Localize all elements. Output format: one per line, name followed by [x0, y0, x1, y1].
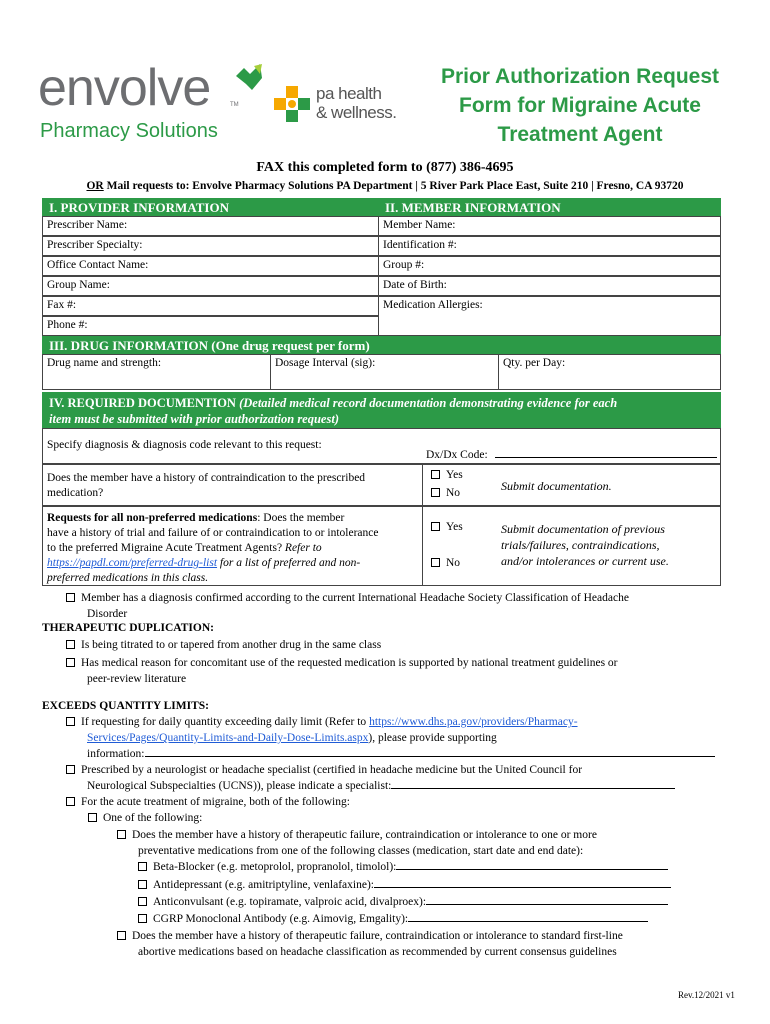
ql2-text-b: Neurological Subspecialties (UCNS)), please indicate a specialist: [87, 780, 392, 792]
section-documentation-header [42, 392, 721, 428]
envolve-wordmark: envolve [38, 59, 211, 117]
ql1-checkbox[interactable] [66, 717, 75, 726]
q2-action-text [501, 521, 669, 569]
q1-no-option[interactable] [431, 487, 460, 499]
phone-field[interactable]: Phone #: [42, 316, 379, 336]
medication-allergies-field[interactable]: Medication Allergies: [378, 296, 721, 336]
therapeutic-2-checkbox[interactable] [66, 658, 75, 667]
anticonvulsant-checkbox[interactable] [138, 897, 147, 906]
cgrp-checkbox[interactable] [138, 914, 147, 923]
group-number-field[interactable]: Group #: [378, 256, 721, 276]
exceeds-quantity-heading: EXCEEDS QUANTITY LIMITS: [42, 700, 209, 712]
fax-field[interactable]: Fax #: [42, 296, 379, 316]
envolve-logo [38, 59, 268, 152]
title-line-2: Form for Migraine Acute [459, 94, 701, 117]
ql1-text-c: information: [87, 748, 145, 760]
documentation-subtitle-1: (Detailed medical record documentation demonstrating evidence for each [235, 396, 618, 410]
preventative-history-item [117, 827, 721, 859]
antidepressant-checkbox[interactable] [138, 880, 147, 889]
office-contact-field[interactable]: Office Contact Name: [42, 256, 379, 276]
q1-action-text: Submit documentation. [501, 479, 612, 493]
q2-action-line-3: and/or intolerances or current use. [501, 554, 669, 568]
beta-blocker-input[interactable] [396, 860, 668, 870]
therapeutic-2-line-1: Has medical reason for concomitant use of the requested medication is supported by national treatment guidelines or [81, 657, 618, 669]
abortive-history-item [117, 928, 721, 960]
qty-per-day-field[interactable]: Qty. per Day: [498, 354, 721, 390]
beta-blocker-text: Beta-Blocker (e.g. metoprolol, propranolol, timolol): [153, 861, 397, 873]
cgrp-item [138, 911, 648, 927]
one-of-text: One of the following: [103, 812, 203, 824]
therapeutic-1-text: Is being titrated to or tapered from another drug in the same class [81, 639, 382, 651]
cgrp-text: CGRP Monoclonal Antibody (e.g. Aimovig, Emgality): [153, 913, 409, 925]
diagnosis-checkbox[interactable] [66, 593, 75, 602]
dx-code-label: Dx/Dx Code: [426, 449, 488, 461]
prescriber-specialty-field[interactable]: Prescriber Specialty: [42, 236, 379, 256]
q2-bold-text: Requests for all non-preferred medications [47, 512, 258, 524]
date-of-birth-field[interactable]: Date of Birth: [378, 276, 721, 296]
q1-no-checkbox[interactable] [431, 488, 440, 497]
pa-health-cross-icon [274, 86, 310, 122]
section-member-header: II. MEMBER INFORMATION [378, 198, 721, 216]
abortive-checkbox[interactable] [117, 931, 126, 940]
ql3-text: For the acute treatment of migraine, both of the following: [81, 796, 350, 808]
preventative-line-2: preventative medications from one of the following classes (medication, start date and end date): [138, 845, 584, 857]
trademark-mark: TM [230, 102, 239, 108]
pa-health-text: pa health [316, 84, 382, 103]
antidepressant-input[interactable] [374, 878, 671, 888]
abortive-line-1: Does the member have a history of therapeutic failure, contraindication or intolerance to standard first-line [132, 930, 623, 942]
mail-instruction [0, 180, 770, 192]
quantity-limits-link-b[interactable]: Services/Pages/Quantity-Limits-and-Daily-Dose-Limits.aspx [87, 732, 369, 744]
yes-label: Yes [446, 469, 463, 481]
documentation-subtitle-2: item must be submitted with prior authorization request) [49, 412, 339, 426]
antidepressant-item [138, 877, 671, 893]
anticonvulsant-text: Anticonvulsant (e.g. topiramate, valproic acid, divalproex): [153, 896, 427, 908]
prescriber-name-field[interactable]: Prescriber Name: [42, 216, 379, 236]
ql2-checkbox[interactable] [66, 765, 75, 774]
no-label: No [446, 487, 461, 499]
q1-line-1: Does the member have a history of contraindication to the prescribed [47, 472, 366, 484]
anticonvulsant-item [138, 894, 668, 910]
diagnosis-line-2: Disorder [87, 608, 128, 620]
title-line-1: Prior Authorization Request [440, 65, 720, 88]
identification-field[interactable]: Identification #: [378, 236, 721, 256]
diagnosis-line-1: Member has a diagnosis confirmed according to the current International Headache Society Classification of Headache [81, 592, 629, 604]
quantity-limit-item-3 [66, 794, 350, 810]
ql3-checkbox[interactable] [66, 797, 75, 806]
q2-no-option[interactable] [431, 557, 460, 569]
drug-name-field[interactable]: Drug name and strength: [42, 354, 271, 390]
antidepressant-text: Antidepressant (e.g. amitriptyline, venlafaxine): [153, 879, 374, 891]
revision-text: Rev.12/2021 v1 [678, 990, 735, 1000]
fax-instruction: FAX this completed form to (877) 386-4695 [256, 160, 514, 175]
ql2-text-a: Prescribed by a neurologist or headache specialist (certified in headache medicine but the United Council for [81, 764, 583, 776]
one-of-following [88, 810, 202, 826]
q2-action-line-1: Submit documentation of previous [501, 522, 665, 536]
preventative-line-1: Does the member have a history of therapeutic failure, contraindication or intolerance to one or more [132, 829, 597, 841]
quantity-limit-item-1 [66, 714, 721, 762]
therapeutic-item-1 [66, 637, 381, 653]
dosage-interval-field[interactable]: Dosage Interval (sig): [270, 354, 499, 390]
diagnosis-criteria [66, 590, 629, 622]
q1-line-2: medication? [47, 487, 104, 499]
therapeutic-1-checkbox[interactable] [66, 640, 75, 649]
therapeutic-2-line-2: peer-review literature [87, 673, 187, 685]
q2-line-4: for a list of preferred and non- [217, 557, 361, 569]
cgrp-input[interactable] [408, 912, 648, 922]
q1-yes-option[interactable] [431, 469, 463, 481]
specialist-input[interactable] [391, 779, 675, 789]
pharmacy-solutions-text: Pharmacy Solutions [40, 120, 218, 142]
page-header [0, 0, 770, 160]
section-provider-header: I. PROVIDER INFORMATION [42, 198, 378, 216]
quantity-limits-link-a[interactable]: https://www.dhs.pa.gov/providers/Pharmacy- [369, 716, 578, 728]
therapeutic-duplication-heading: THERAPEUTIC DUPLICATION: [42, 622, 214, 634]
contraindication-question [42, 464, 423, 506]
title-line-3: Treatment Agent [497, 123, 663, 146]
section-drug-header: III. DRUG INFORMATION (One drug request per form) [42, 336, 721, 354]
group-name-field[interactable]: Group Name: [42, 276, 379, 296]
member-name-field[interactable]: Member Name: [378, 216, 721, 236]
q2-line-5: preferred medications in this class. [47, 572, 209, 584]
ql1-information-input[interactable] [145, 747, 715, 757]
checkmark-icon [234, 64, 264, 96]
quantity-limit-item-2 [66, 762, 721, 794]
one-of-checkbox[interactable] [88, 813, 97, 822]
q1-yes-checkbox[interactable] [431, 470, 440, 479]
ql1-text-b: ), please provide supporting [368, 732, 497, 744]
contraindication-answer [422, 464, 721, 506]
therapeutic-item-2 [66, 655, 618, 687]
ql1-text-a: If requesting for daily quantity exceeding daily limit (Refer to [81, 716, 370, 728]
q2-action-line-2: trials/failures, contraindications, [501, 538, 660, 552]
q2-line-2: have a history of trial and failure of or contraindication to or intolerance [47, 527, 379, 539]
diagnosis-row [42, 428, 721, 464]
preferred-drug-list-link[interactable]: https://papdl.com/preferred-drug-list [47, 557, 218, 569]
non-preferred-question [42, 506, 423, 586]
mail-address: Mail requests to: Envolve Pharmacy Solutions PA Department | 5 River Park Place East, Suite 210 | Fresno, CA 93720 [103, 180, 684, 192]
beta-blocker-checkbox[interactable] [138, 862, 147, 871]
q2-yes-checkbox[interactable] [431, 522, 440, 531]
q2-refer-to: Refer to [284, 542, 322, 554]
pa-health-wellness-logo [274, 84, 414, 128]
dx-code-input[interactable] [495, 448, 717, 458]
no-label: No [446, 557, 461, 569]
q2-line-3: to the preferred Migraine Acute Treatment Agents? [47, 542, 285, 554]
preventative-checkbox[interactable] [117, 830, 126, 839]
anticonvulsant-input[interactable] [426, 895, 668, 905]
q2-line-1: : Does the member [257, 512, 345, 524]
beta-blocker-item [138, 859, 668, 875]
q2-no-checkbox[interactable] [431, 558, 440, 567]
yes-label: Yes [446, 521, 463, 533]
or-text: OR [86, 180, 104, 192]
q2-yes-option[interactable] [431, 521, 463, 533]
non-preferred-answer [422, 506, 721, 586]
form-title [420, 62, 740, 149]
diagnosis-label: Specify diagnosis & diagnosis code relevant to this request: [47, 439, 322, 451]
abortive-line-2: abortive medications based on headache classification as recommended by current consensus guidelines [138, 946, 617, 958]
wellness-text: & wellness. [316, 103, 397, 122]
documentation-title: IV. REQUIRED DOCUMENTION [49, 396, 236, 410]
